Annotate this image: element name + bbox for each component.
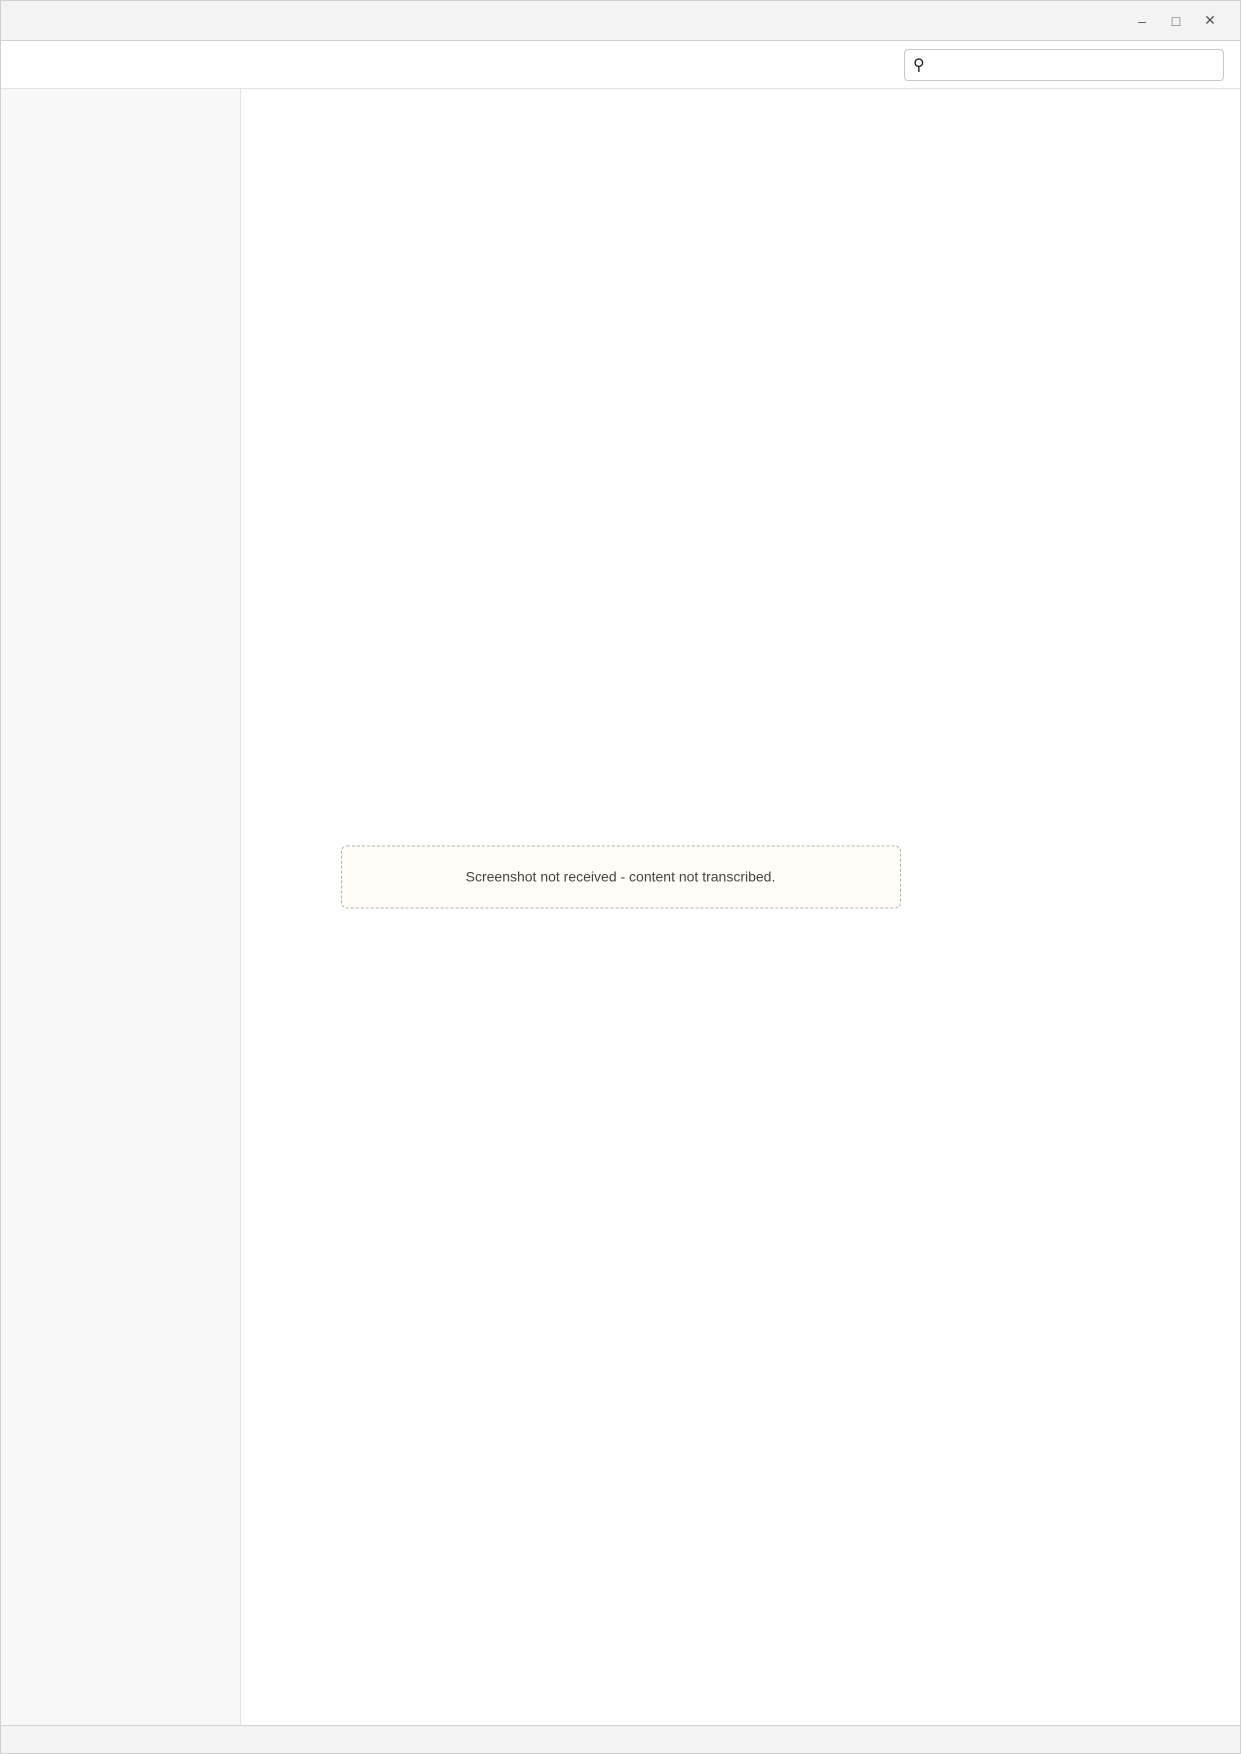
minimize-icon[interactable]: – (1138, 12, 1146, 29)
toolbar (1, 41, 1240, 89)
status-bar (1, 1725, 1240, 1753)
missing-screenshot-notice: Screenshot not received - content not transcribed. (341, 846, 901, 909)
sidebar (1, 89, 241, 1725)
search-input[interactable] (931, 57, 1215, 72)
title-bar (1, 1, 1240, 41)
close-icon[interactable]: ✕ (1204, 12, 1216, 28)
maximize-icon[interactable]: □ (1171, 12, 1181, 29)
search-icon: ⚲ (913, 56, 925, 74)
page-title (273, 113, 1208, 141)
search-box (904, 49, 1224, 81)
